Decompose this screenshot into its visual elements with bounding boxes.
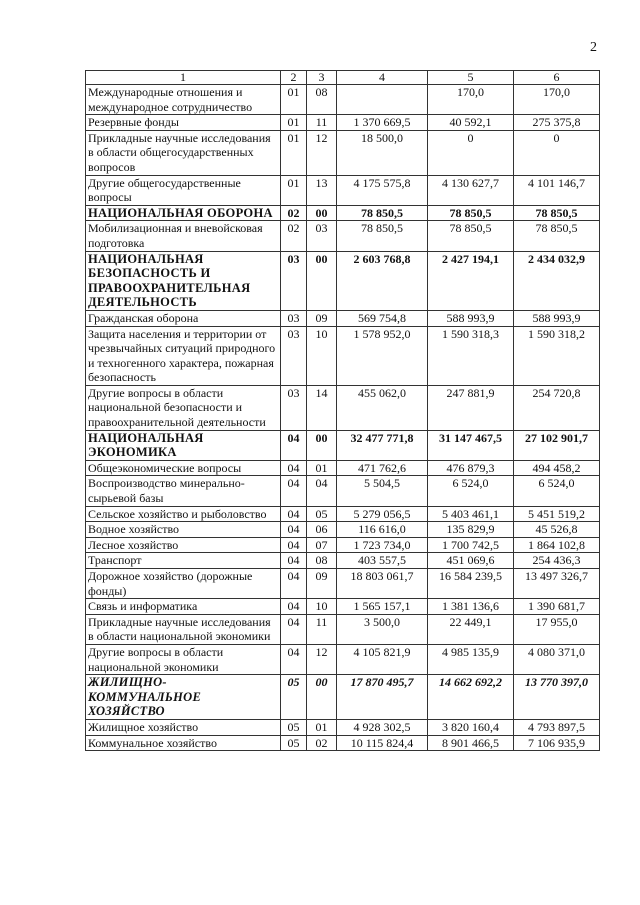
amount-col6-cell: 170,0 xyxy=(514,85,600,115)
column-header: 1 xyxy=(86,71,281,85)
section-code-cell: 01 xyxy=(281,115,307,131)
amount-col6-cell: 4 793 897,5 xyxy=(514,719,600,735)
subsection-code-cell: 01 xyxy=(307,460,337,476)
section-code-cell: 04 xyxy=(281,522,307,538)
table-row xyxy=(86,569,600,599)
table-row xyxy=(86,644,600,674)
column-header: 4 xyxy=(337,71,428,85)
section-code-cell: 04 xyxy=(281,430,307,460)
amount-col6-cell: 254 436,3 xyxy=(514,553,600,569)
amount-col4-cell: 1 723 734,0 xyxy=(337,537,428,553)
amount-col5-cell: 135 829,9 xyxy=(428,522,514,538)
subsection-code-cell: 00 xyxy=(307,205,337,221)
column-header: 5 xyxy=(428,71,514,85)
amount-col4-cell: 471 762,6 xyxy=(337,460,428,476)
row-name-cell: Воспроизводство минерально-сырьевой базы xyxy=(86,476,281,506)
amount-col4-cell: 4 105 821,9 xyxy=(337,644,428,674)
row-name-cell: Другие вопросы в области национальной экономики xyxy=(86,644,281,674)
amount-col5-cell: 1 590 318,3 xyxy=(428,326,514,385)
amount-col5-cell: 0 xyxy=(428,130,514,175)
section-row xyxy=(86,675,600,720)
table-row xyxy=(86,506,600,522)
subsection-code-cell: 12 xyxy=(307,130,337,175)
row-name-cell: Водное хозяйство xyxy=(86,522,281,538)
amount-col4-cell: 78 850,5 xyxy=(337,221,428,251)
table-row xyxy=(86,175,600,205)
amount-col5-cell: 5 403 461,1 xyxy=(428,506,514,522)
row-name-cell: НАЦИОНАЛЬНАЯ ЭКОНОМИКА xyxy=(86,430,281,460)
table-row xyxy=(86,735,600,751)
table-row xyxy=(86,537,600,553)
amount-col6-cell: 45 526,8 xyxy=(514,522,600,538)
section-code-cell: 04 xyxy=(281,537,307,553)
subsection-code-cell: 00 xyxy=(307,675,337,720)
table-body xyxy=(86,85,600,751)
amount-col4-cell: 5 279 056,5 xyxy=(337,506,428,522)
section-code-cell: 03 xyxy=(281,251,307,310)
amount-col5-cell: 22 449,1 xyxy=(428,614,514,644)
section-code-cell: 04 xyxy=(281,553,307,569)
budget-table xyxy=(85,70,600,751)
amount-col6-cell: 275 375,8 xyxy=(514,115,600,131)
section-code-cell: 03 xyxy=(281,310,307,326)
subsection-code-cell: 09 xyxy=(307,310,337,326)
amount-col5-cell: 8 901 466,5 xyxy=(428,735,514,751)
amount-col4-cell: 2 603 768,8 xyxy=(337,251,428,310)
subsection-code-cell: 02 xyxy=(307,735,337,751)
subsection-code-cell: 14 xyxy=(307,385,337,430)
section-code-cell: 04 xyxy=(281,460,307,476)
amount-col4-cell: 1 565 157,1 xyxy=(337,599,428,615)
section-code-cell: 02 xyxy=(281,221,307,251)
row-name-cell: Другие общегосударственные вопросы xyxy=(86,175,281,205)
section-code-cell: 05 xyxy=(281,719,307,735)
subsection-code-cell: 07 xyxy=(307,537,337,553)
amount-col5-cell: 1 700 742,5 xyxy=(428,537,514,553)
table-row xyxy=(86,115,600,131)
amount-col5-cell: 31 147 467,5 xyxy=(428,430,514,460)
table-row xyxy=(86,599,600,615)
amount-col4-cell: 3 500,0 xyxy=(337,614,428,644)
amount-col6-cell: 1 590 318,2 xyxy=(514,326,600,385)
amount-col4-cell: 4 928 302,5 xyxy=(337,719,428,735)
amount-col4-cell xyxy=(337,85,428,115)
amount-col6-cell: 1 390 681,7 xyxy=(514,599,600,615)
section-code-cell: 04 xyxy=(281,599,307,615)
amount-col6-cell: 13 770 397,0 xyxy=(514,675,600,720)
row-name-cell: Общеэкономические вопросы xyxy=(86,460,281,476)
row-name-cell: Дорожное хозяйство (дорожные фонды) xyxy=(86,569,281,599)
table-row xyxy=(86,522,600,538)
subsection-code-cell: 04 xyxy=(307,476,337,506)
section-code-cell: 04 xyxy=(281,614,307,644)
table-row xyxy=(86,221,600,251)
subsection-code-cell: 08 xyxy=(307,553,337,569)
row-name-cell: Связь и информатика xyxy=(86,599,281,615)
subsection-code-cell: 11 xyxy=(307,614,337,644)
amount-col6-cell: 78 850,5 xyxy=(514,205,600,221)
row-name-cell: Сельское хозяйство и рыболовство xyxy=(86,506,281,522)
amount-col6-cell: 4 080 371,0 xyxy=(514,644,600,674)
row-name-cell: Мобилизационная и вневойсковая подготовка xyxy=(86,221,281,251)
amount-col5-cell: 170,0 xyxy=(428,85,514,115)
column-header: 2 xyxy=(281,71,307,85)
section-code-cell: 05 xyxy=(281,735,307,751)
section-code-cell: 05 xyxy=(281,675,307,720)
amount-col4-cell: 1 578 952,0 xyxy=(337,326,428,385)
row-name-cell: Другие вопросы в области национальной безопасности и правоохранительной деятельности xyxy=(86,385,281,430)
section-code-cell: 04 xyxy=(281,644,307,674)
amount-col4-cell: 4 175 575,8 xyxy=(337,175,428,205)
subsection-code-cell: 08 xyxy=(307,85,337,115)
amount-col6-cell: 17 955,0 xyxy=(514,614,600,644)
table-row xyxy=(86,85,600,115)
section-code-cell: 04 xyxy=(281,476,307,506)
subsection-code-cell: 01 xyxy=(307,719,337,735)
amount-col5-cell: 4 985 135,9 xyxy=(428,644,514,674)
amount-col5-cell: 14 662 692,2 xyxy=(428,675,514,720)
subsection-code-cell: 09 xyxy=(307,569,337,599)
amount-col5-cell: 6 524,0 xyxy=(428,476,514,506)
section-code-cell: 03 xyxy=(281,385,307,430)
amount-col6-cell: 13 497 326,7 xyxy=(514,569,600,599)
amount-col6-cell: 494 458,2 xyxy=(514,460,600,476)
amount-col5-cell: 588 993,9 xyxy=(428,310,514,326)
table-row xyxy=(86,553,600,569)
subsection-code-cell: 03 xyxy=(307,221,337,251)
section-code-cell: 02 xyxy=(281,205,307,221)
section-row xyxy=(86,251,600,310)
table-row xyxy=(86,326,600,385)
table-row xyxy=(86,385,600,430)
subsection-code-cell: 12 xyxy=(307,644,337,674)
amount-col4-cell: 5 504,5 xyxy=(337,476,428,506)
row-name-cell: Гражданская оборона xyxy=(86,310,281,326)
table-row xyxy=(86,130,600,175)
amount-col6-cell: 1 864 102,8 xyxy=(514,537,600,553)
amount-col5-cell: 16 584 239,5 xyxy=(428,569,514,599)
amount-col4-cell: 17 870 495,7 xyxy=(337,675,428,720)
amount-col6-cell: 5 451 519,2 xyxy=(514,506,600,522)
subsection-code-cell: 10 xyxy=(307,599,337,615)
row-name-cell: Прикладные научные исследования в области национальной экономики xyxy=(86,614,281,644)
amount-col6-cell: 254 720,8 xyxy=(514,385,600,430)
amount-col5-cell: 78 850,5 xyxy=(428,221,514,251)
amount-col4-cell: 78 850,5 xyxy=(337,205,428,221)
table-row xyxy=(86,719,600,735)
row-name-cell: Защита населения и территории от чрезвычайных ситуаций природного и техногенного характера, пожарная безопасность xyxy=(86,326,281,385)
row-name-cell: Жилищное хозяйство xyxy=(86,719,281,735)
amount-col4-cell: 10 115 824,4 xyxy=(337,735,428,751)
table-row xyxy=(86,476,600,506)
table-row xyxy=(86,310,600,326)
section-code-cell: 03 xyxy=(281,326,307,385)
subsection-code-cell: 11 xyxy=(307,115,337,131)
amount-col5-cell: 3 820 160,4 xyxy=(428,719,514,735)
subsection-code-cell: 05 xyxy=(307,506,337,522)
subsection-code-cell: 10 xyxy=(307,326,337,385)
amount-col5-cell: 40 592,1 xyxy=(428,115,514,131)
row-name-cell: Коммунальное хозяйство xyxy=(86,735,281,751)
amount-col4-cell: 116 616,0 xyxy=(337,522,428,538)
amount-col6-cell: 4 101 146,7 xyxy=(514,175,600,205)
amount-col5-cell: 2 427 194,1 xyxy=(428,251,514,310)
section-code-cell: 01 xyxy=(281,85,307,115)
amount-col6-cell: 2 434 032,9 xyxy=(514,251,600,310)
amount-col6-cell: 6 524,0 xyxy=(514,476,600,506)
amount-col6-cell: 7 106 935,9 xyxy=(514,735,600,751)
row-name-cell: Международные отношения и международное сотрудничество xyxy=(86,85,281,115)
amount-col4-cell: 32 477 771,8 xyxy=(337,430,428,460)
section-row xyxy=(86,205,600,221)
amount-col5-cell: 451 069,6 xyxy=(428,553,514,569)
row-name-cell: Транспорт xyxy=(86,553,281,569)
amount-col4-cell: 18 803 061,7 xyxy=(337,569,428,599)
row-name-cell: Прикладные научные исследования в области общегосударственных вопросов xyxy=(86,130,281,175)
row-name-cell: НАЦИОНАЛЬНАЯ БЕЗОПАСНОСТЬ И ПРАВООХРАНИТЕЛЬНАЯ ДЕЯТЕЛЬНОСТЬ xyxy=(86,251,281,310)
amount-col5-cell: 4 130 627,7 xyxy=(428,175,514,205)
subsection-code-cell: 00 xyxy=(307,251,337,310)
row-name-cell: Резервные фонды xyxy=(86,115,281,131)
amount-col4-cell: 455 062,0 xyxy=(337,385,428,430)
subsection-code-cell: 00 xyxy=(307,430,337,460)
amount-col5-cell: 476 879,3 xyxy=(428,460,514,476)
table-header-row xyxy=(86,71,600,85)
section-code-cell: 01 xyxy=(281,175,307,205)
amount-col6-cell: 27 102 901,7 xyxy=(514,430,600,460)
row-name-cell: Лесное хозяйство xyxy=(86,537,281,553)
amount-col4-cell: 1 370 669,5 xyxy=(337,115,428,131)
amount-col4-cell: 403 557,5 xyxy=(337,553,428,569)
section-row xyxy=(86,430,600,460)
row-name-cell: ЖИЛИЩНО-КОММУНАЛЬНОЕ ХОЗЯЙСТВО xyxy=(86,675,281,720)
section-code-cell: 04 xyxy=(281,506,307,522)
table-row xyxy=(86,460,600,476)
amount-col5-cell: 247 881,9 xyxy=(428,385,514,430)
section-code-cell: 01 xyxy=(281,130,307,175)
amount-col6-cell: 0 xyxy=(514,130,600,175)
amount-col5-cell: 1 381 136,6 xyxy=(428,599,514,615)
amount-col4-cell: 18 500,0 xyxy=(337,130,428,175)
row-name-cell: НАЦИОНАЛЬНАЯ ОБОРОНА xyxy=(86,205,281,221)
column-header: 3 xyxy=(307,71,337,85)
amount-col5-cell: 78 850,5 xyxy=(428,205,514,221)
subsection-code-cell: 13 xyxy=(307,175,337,205)
section-code-cell: 04 xyxy=(281,569,307,599)
page-number: 2 xyxy=(590,40,597,55)
amount-col6-cell: 78 850,5 xyxy=(514,221,600,251)
column-header: 6 xyxy=(514,71,600,85)
amount-col4-cell: 569 754,8 xyxy=(337,310,428,326)
table-row xyxy=(86,614,600,644)
subsection-code-cell: 06 xyxy=(307,522,337,538)
amount-col6-cell: 588 993,9 xyxy=(514,310,600,326)
